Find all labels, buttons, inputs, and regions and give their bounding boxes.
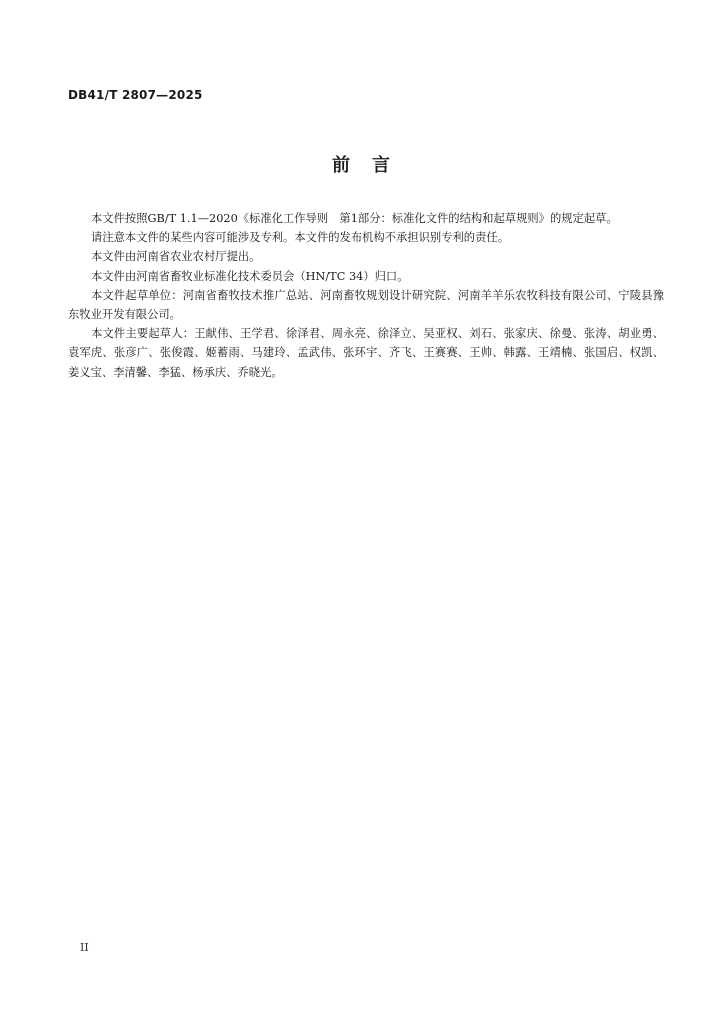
document-code: DB41/T 2807—2025 [68,88,203,102]
foreword-body [68,209,664,382]
paragraph-drafting-rules: 本文件按照GB/T 1.1—2020《标准化工作导则 第1部分：标准化文件的结构和起草规则》的规定起草。 [91,212,618,225]
paragraph-drafting-organizations: 本文件起草单位：河南省畜牧技术推广总站、河南畜牧规划设计研究院、河南羊羊乐农牧科技有限公司、宁陵县豫东牧业开发有限公司。 [68,288,664,322]
paragraph-main-drafters: 本文件主要起草人：王献伟、王学君、徐泽君、周永亮、徐泽立、吴亚权、刘石、张家庆、徐曼、张涛、胡业勇、袁军虎、张彦广、张俊霞、姬蓄雨、马建玲、孟武伟、张环宇、齐飞、王赛赛、王帅、韩露、王靖楠、张国启、权凯、姜义宝、李清馨、李猛、杨承庆、乔晓光。 [68,327,664,379]
page-number: II [80,941,89,954]
paragraph-patent-notice: 请注意本文件的某些内容可能涉及专利。本文件的发布机构不承担识别专利的责任。 [91,231,509,245]
section-title: 前 言 [332,155,392,176]
paragraph-proposer: 本文件由河南省农业农村厅提出。 [91,250,261,264]
paragraph-technical-committee: 本文件由河南省畜牧业标准化技术委员会（HN/TC 34）归口。 [91,269,409,283]
